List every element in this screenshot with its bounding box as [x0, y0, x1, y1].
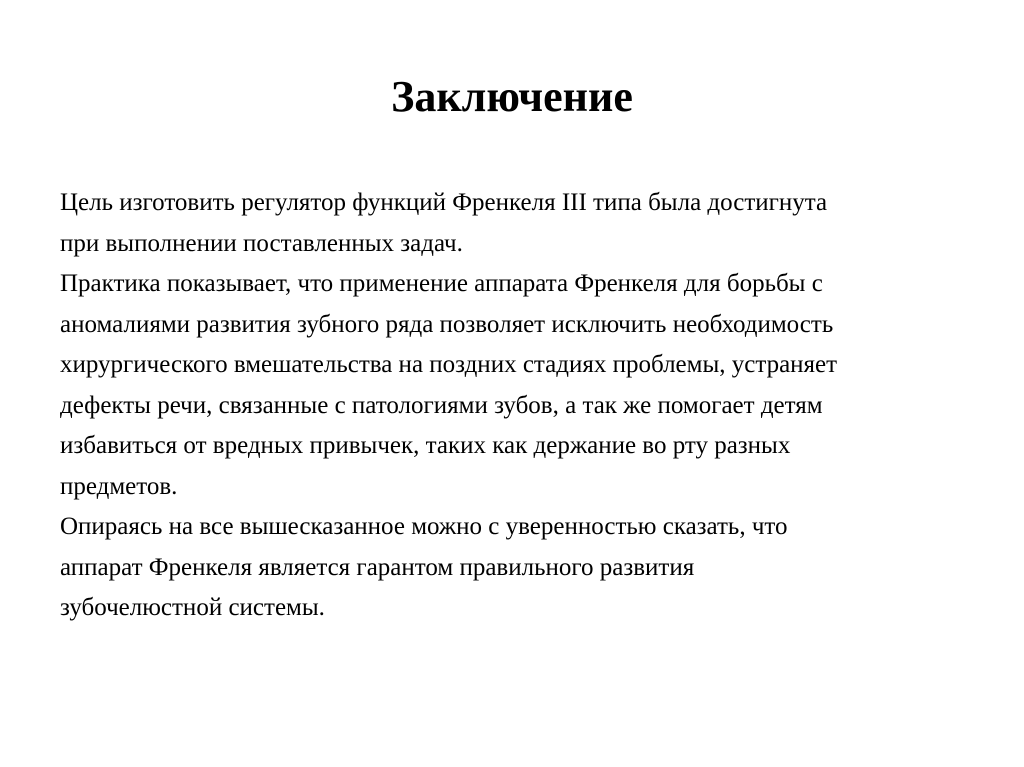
- text-line: Практика показывает, что применение аппарата Френкеля для борьбы с: [60, 270, 823, 297]
- text-line: избавиться от вредных привычек, таких как держание во рту разных: [60, 432, 791, 459]
- text-line: дефекты речи, связанные с патологиями зубов, а так же помогает детям: [60, 391, 823, 419]
- paragraph-practice: [60, 264, 960, 507]
- slide-body: [60, 183, 960, 629]
- text-line: аномалиями развития зубного ряда позволяет исключить необходимость: [60, 310, 834, 338]
- text-line: аппарат Френкеля является гарантом правильного развития: [60, 553, 695, 581]
- text-line: Опираясь на все вышесказанное можно с уверенностью сказать, что: [60, 513, 788, 540]
- paragraph-conclusion: [60, 507, 960, 629]
- text-line: предметов.: [60, 472, 178, 500]
- text-line: хирургического вмешательства на поздних стадиях проблемы, устраняет: [60, 351, 838, 378]
- text-line: зубочелюстной системы.: [60, 594, 325, 621]
- text-line: при выполнении поставленных задач.: [60, 229, 463, 257]
- text-line: Цель изготовить регулятор функций Френкеля III типа была достигнута: [60, 189, 828, 216]
- slide-title: Заключение: [391, 72, 633, 121]
- paragraph-goal: [60, 183, 960, 264]
